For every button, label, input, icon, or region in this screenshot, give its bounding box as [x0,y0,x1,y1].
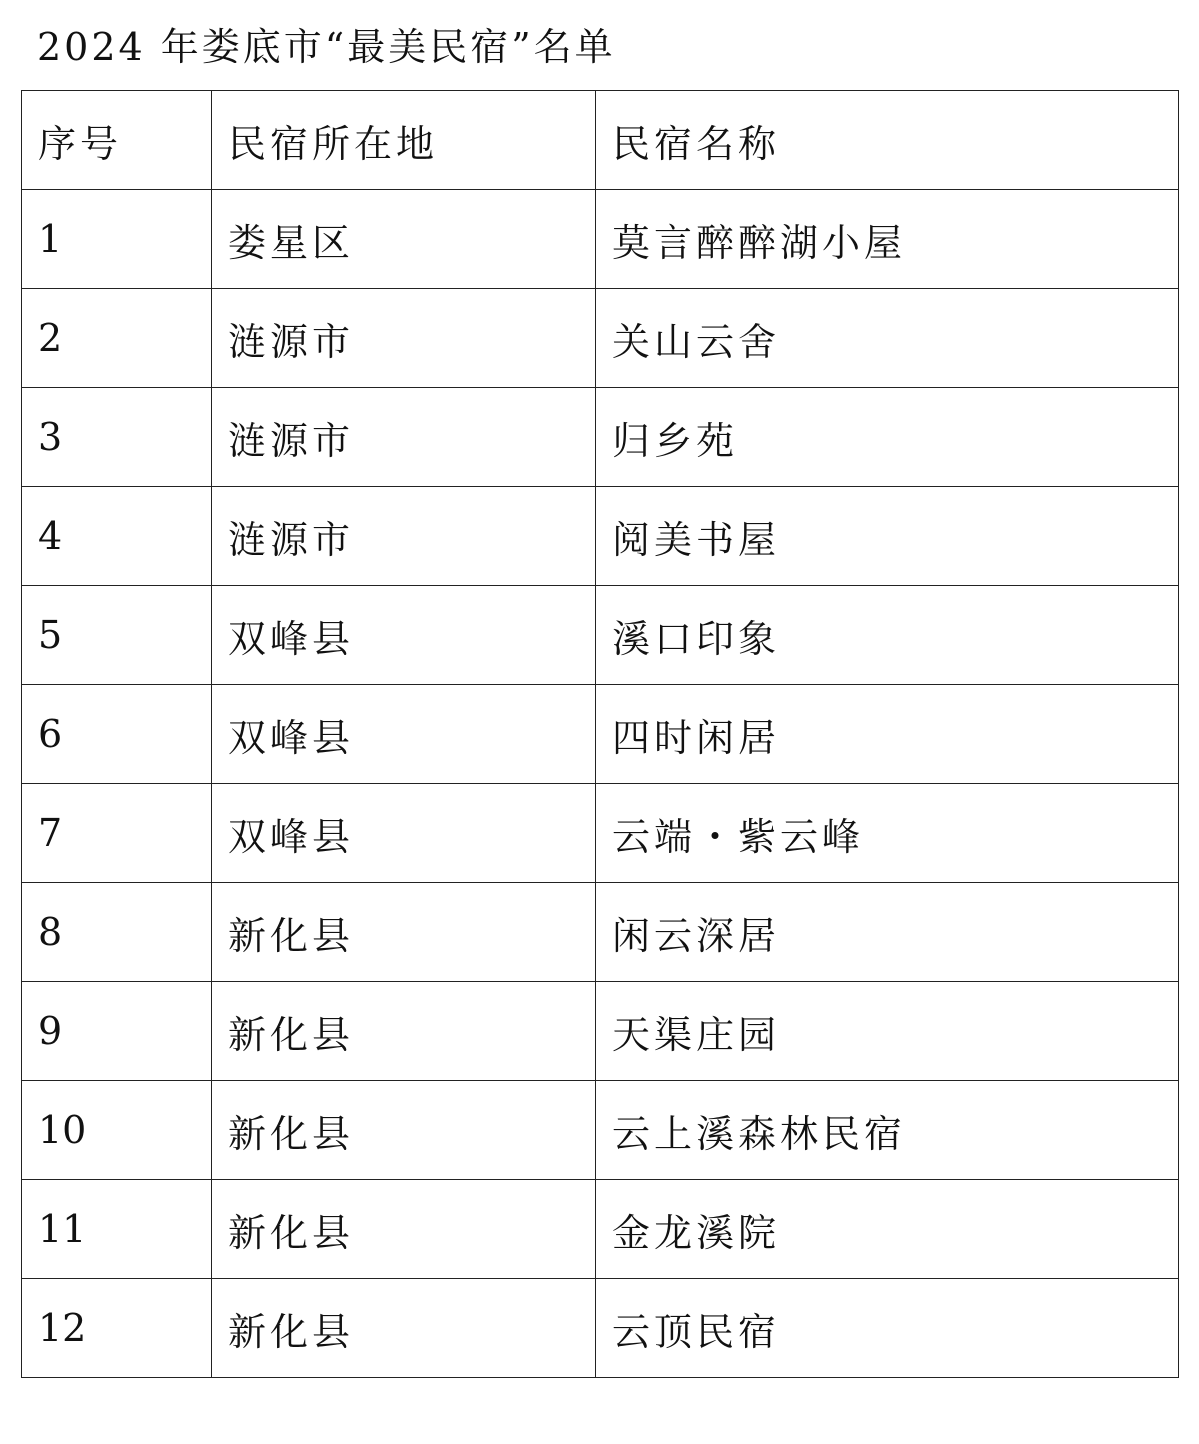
document-title: 2024 年娄底市“最美民宿”名单 [37,25,616,69]
homestay-name-cell: 金龙溪院 [596,1180,1179,1279]
table-row [22,190,1179,289]
table-row [22,982,1179,1081]
header-location: 民宿所在地 [212,91,596,190]
location-cell: 双峰县 [212,685,596,784]
location-cell: 新化县 [212,1180,596,1279]
table-row [22,784,1179,883]
location-cell: 双峰县 [212,784,596,883]
table-row [22,1081,1179,1180]
serial-number-cell: 8 [22,883,212,982]
homestay-name-cell: 云顶民宿 [596,1279,1179,1378]
homestay-name-cell: 莫言醉醉湖小屋 [596,190,1179,289]
homestay-name-cell: 阅美书屋 [596,487,1179,586]
location-cell: 新化县 [212,1279,596,1378]
location-cell: 双峰县 [212,586,596,685]
location-cell: 新化县 [212,982,596,1081]
serial-number-cell: 4 [22,487,212,586]
serial-number-cell: 3 [22,388,212,487]
homestay-list-table [21,90,1179,1378]
serial-number-cell: 10 [22,1081,212,1180]
serial-number-cell: 7 [22,784,212,883]
serial-number-cell: 11 [22,1180,212,1279]
homestay-name-cell: 闲云深居 [596,883,1179,982]
serial-number-cell: 1 [22,190,212,289]
table-row [22,1279,1179,1378]
table-row [22,289,1179,388]
location-cell: 新化县 [212,883,596,982]
homestay-name-cell: 关山云舍 [596,289,1179,388]
table-row [22,586,1179,685]
table-row [22,388,1179,487]
table-body [22,190,1179,1378]
serial-number-cell: 12 [22,1279,212,1378]
table-row [22,883,1179,982]
serial-number-cell: 9 [22,982,212,1081]
header-serial-number: 序号 [22,91,212,190]
table-header-row [22,91,1179,190]
location-cell: 娄星区 [212,190,596,289]
location-cell: 涟源市 [212,289,596,388]
serial-number-cell: 5 [22,586,212,685]
homestay-name-cell: 溪口印象 [596,586,1179,685]
homestay-name-cell: 归乡苑 [596,388,1179,487]
location-cell: 新化县 [212,1081,596,1180]
homestay-name-cell: 天渠庄园 [596,982,1179,1081]
homestay-name-cell: 云上溪森林民宿 [596,1081,1179,1180]
homestay-name-cell: 云端・紫云峰 [596,784,1179,883]
location-cell: 涟源市 [212,388,596,487]
table-row [22,487,1179,586]
table-row [22,685,1179,784]
table-row [22,1180,1179,1279]
homestay-name-cell: 四时闲居 [596,685,1179,784]
serial-number-cell: 6 [22,685,212,784]
location-cell: 涟源市 [212,487,596,586]
header-homestay-name: 民宿名称 [596,91,1179,190]
serial-number-cell: 2 [22,289,212,388]
